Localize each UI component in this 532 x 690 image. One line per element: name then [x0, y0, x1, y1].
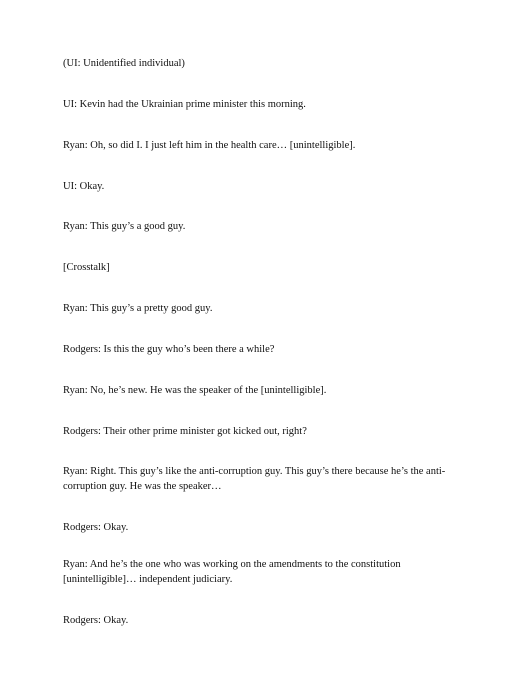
- transcript-line: Rodgers: Their other prime minister got kicked out, right?: [63, 426, 307, 437]
- transcript-line: Ryan: Right. This guy’s like the anti-corruption guy. This guy’s there because he’s the anti-corruption guy. He was the speaker…: [63, 466, 446, 492]
- transcript-line: Ryan: This guy’s a good guy.: [63, 221, 186, 232]
- transcript-line: Rodgers: Is this the guy who’s been there a while?: [63, 344, 275, 355]
- transcript-note: (UI: Unidentified individual): [63, 58, 185, 69]
- transcript-line: UI: Okay.: [63, 181, 105, 192]
- transcript-line: Ryan: No, he’s new. He was the speaker of the [unintelligible].: [63, 385, 327, 396]
- transcript-line: Rodgers: Okay.: [63, 522, 129, 533]
- transcript-line: Ryan: This guy’s a pretty good guy.: [63, 303, 213, 314]
- transcript-line: UI: Kevin had the Ukrainian prime minister this morning.: [63, 99, 306, 110]
- transcript-line: Ryan: Oh, so did I. I just left him in the health care… [unintelligible].: [63, 140, 356, 151]
- transcript-line: Ryan: And he’s the one who was working on the amendments to the constitution [unintelligible]… independent judiciary.: [63, 559, 401, 585]
- transcript-line: Rodgers: Okay.: [63, 615, 129, 626]
- transcript-note: [Crosstalk]: [63, 262, 110, 273]
